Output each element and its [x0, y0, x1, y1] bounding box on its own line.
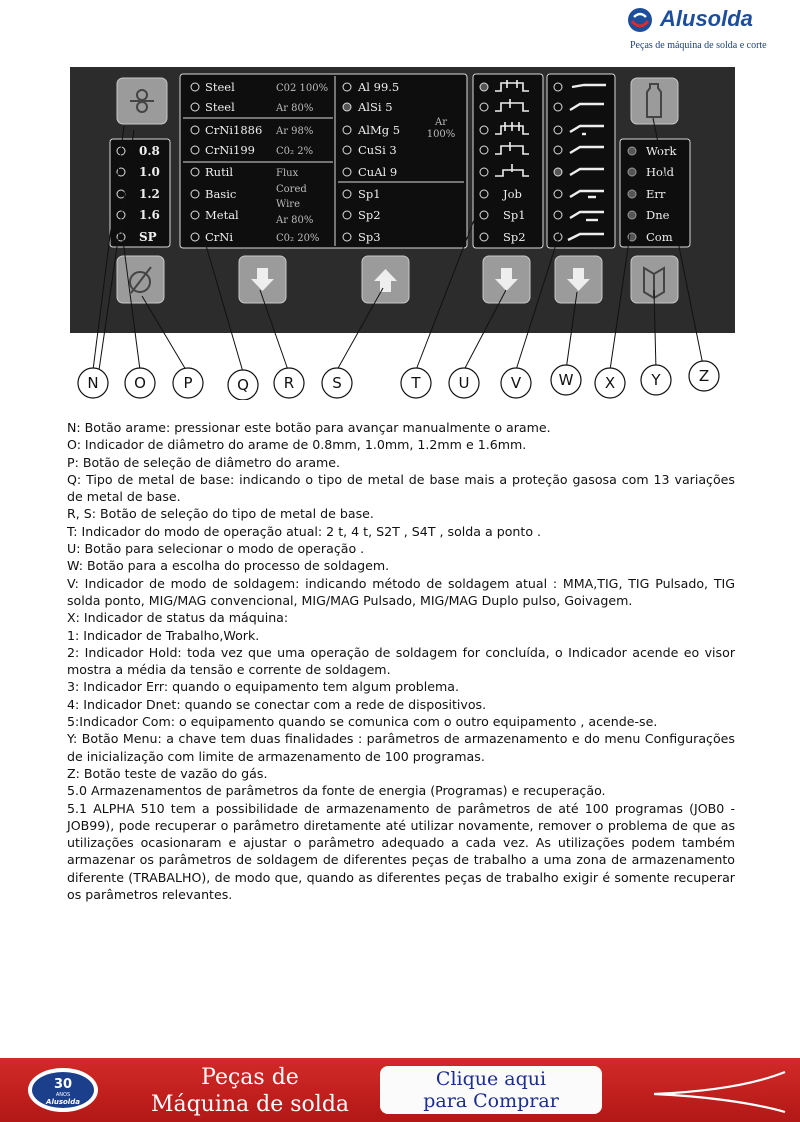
line-x2: 2: Indicador Hold: toda vez que uma operação de soldagem for concluída, o Indicador acende eo visor mostra a média da tensão e corrente de soldagem.: [67, 644, 735, 678]
callout-o: O: [134, 374, 146, 392]
callout-circles: [78, 361, 719, 400]
callout-q: Q: [237, 376, 249, 394]
line-x1: 1: Indicador de Trabalho,Work.: [67, 627, 260, 643]
diameter-sp: SP: [139, 230, 157, 244]
line-t: T: Indicador do modo de operação atual: 2 t, 4 t, S2T , S4T , solda a ponto .: [67, 523, 542, 539]
line-z: Z: Botão teste de vazão do gás.: [67, 765, 268, 781]
line-x5: 5:Indicador Com: o equipamento quando se comunica com o outro equipamento , acende-se.: [67, 714, 658, 730]
callout-p: P: [183, 374, 193, 392]
line-n: N: Botão arame: pressionar este botão para avançar manualmente o arame.: [67, 420, 551, 435]
callout-r: R: [283, 374, 295, 392]
callout-y: Y: [651, 371, 661, 389]
program-sp3: Sp3: [358, 230, 381, 244]
footer-title-line1: Peças de: [201, 1065, 299, 1090]
diameter-1-6: 1.6: [139, 208, 160, 222]
badge-sub: ANOS: [55, 1092, 71, 1098]
mode-sp2: Sp2: [503, 230, 526, 244]
status-dne: Dne: [646, 208, 670, 222]
alloy-gas-100: 100%: [426, 129, 456, 140]
callout-n: N: [87, 374, 99, 392]
metal-steel-2: Steel: [205, 100, 235, 114]
program-sp1: Sp1: [358, 187, 381, 201]
metal-metal: Metal: [205, 208, 239, 222]
brand-name: Alusolda: [660, 6, 753, 31]
alloy-al995: Al 99.5: [358, 80, 400, 94]
callout-u: U: [458, 374, 470, 392]
metal-steel-1: Steel: [205, 80, 235, 94]
control-panel-diagram: [0, 0, 800, 400]
callout-s: S: [332, 374, 342, 392]
diameter-1-0: 1.0: [139, 165, 160, 179]
status-com: Com: [646, 230, 673, 244]
description-text: [67, 419, 735, 903]
line-v: V: Indicador de modo de soldagem: indicando método de soldagem atual : MMA,TIG, TIG Pulsado, TIG solda ponto, MIG/MAG convencional, MIG/MAG Pulsado, MIG/MAG Duplo pulso, Goivagem.: [67, 575, 735, 608]
gas-cored: Cored: [276, 184, 307, 195]
status-hold: Hold: [646, 165, 674, 179]
alloy-alsi5: AlSi 5: [358, 100, 393, 114]
section-5-0: 5.0 Armazenamentos de parâmetros da fonte de energia (Programas) e recuperação.: [67, 783, 606, 799]
gas-co2-2: C0₂ 2%: [276, 146, 314, 157]
brand-tagline: Peças de máquina de solda e corte: [630, 40, 767, 51]
metal-basic: Basic: [205, 187, 237, 201]
gas-co2-20: C0₂ 20%: [276, 233, 320, 244]
metal-crni199: CrNi199: [205, 143, 255, 157]
mode-job: Job: [503, 187, 522, 201]
metal-crni1886: CrNi1886: [205, 123, 263, 137]
buy-button-line1: Clique aqui: [435, 1068, 547, 1090]
buy-button-line2: para Comprar: [423, 1090, 559, 1112]
badge-number: 30: [53, 1077, 73, 1092]
badge-brand: Alusolda: [46, 1098, 80, 1106]
callout-z: Z: [698, 367, 710, 385]
line-x4: 4: Indicador Dnet: quando se conectar com a rede de dispositivos.: [67, 696, 487, 712]
diameter-0-8: 0.8: [139, 144, 160, 158]
welding-process-box: [547, 74, 615, 248]
gas-ar80-2: Ar 80%: [276, 215, 314, 226]
line-u: U: Botão para selecionar o modo de operação .: [67, 541, 365, 557]
diameter-1-2: 1.2: [139, 187, 160, 201]
metal-rutil: Rutil: [205, 165, 234, 179]
line-p: P: Botão de seleção de diâmetro do arame.: [67, 454, 341, 470]
callout-w: W: [558, 371, 574, 389]
line-o: O: Indicador de diâmetro do arame de 0.8mm, 1.0mm, 1.2mm e 1.6mm.: [67, 437, 527, 453]
line-w: W: Botão para a escolha do processo de soldagem.: [67, 558, 390, 574]
alloy-almg5: AlMg 5: [358, 123, 401, 137]
callout-t: T: [411, 374, 421, 392]
arrow-left-icon: [640, 1066, 790, 1116]
line-rs: R, S: Botão de seleção do tipo de metal de base.: [67, 506, 374, 522]
callout-v: V: [510, 374, 522, 392]
mode-sp1: Sp1: [503, 208, 526, 222]
gas-ar80-1: Ar 80%: [276, 103, 314, 114]
line-x: X: Indicador de status da máquina:: [67, 610, 289, 626]
alloy-gas-ar: Ar: [434, 117, 448, 128]
gas-wire: Wire: [276, 199, 300, 210]
metal-crni: CrNi: [205, 230, 234, 244]
footer-title-line2: Máquina de solda: [150, 1092, 350, 1117]
status-err: Err: [646, 187, 666, 201]
callout-x: X: [604, 374, 616, 392]
gas-ar98: Ar 98%: [276, 126, 314, 137]
program-sp2: Sp2: [358, 208, 381, 222]
footer-title: [120, 1064, 380, 1118]
alloy-cual9: CuAl 9: [358, 165, 398, 179]
line-x3: 3: Indicador Err: quando o equipamento tem algum problema.: [67, 679, 459, 695]
line-q: Q: Tipo de metal de base: indicando o tipo de metal de base mais a proteção gasosa com 13 variações de metal de base.: [67, 471, 735, 505]
alloy-cusi3: CuSi 3: [358, 143, 397, 157]
gas-flux: Flux: [276, 168, 299, 179]
footer-banner[interactable]: [0, 1058, 800, 1122]
gas-co2-100: C02 100%: [276, 83, 329, 94]
anniversary-badge-icon: [26, 1066, 100, 1114]
buy-button[interactable]: [380, 1066, 602, 1114]
section-5-1: 5.1 ALPHA 510 tem a possibilidade de armazenamento de parâmetros de até 100 programas (JOB0 - JOB99), pode recuperar o parâmetro diretamente até utilizar novamente, remover o problema de que as utilizações ocasionaram e ajustar o parâmetro adequado a cada vez. As utilizações podem também armazenar os parâmetros de soldagem de diferentes peças de trabalho a uma zona de armazenamento diferente (TRABALHO), de modo que, quando as diferentes peças de trabalho exigir é somente recuperar os parâmetros relevantes.: [67, 800, 735, 903]
status-work: Work: [646, 144, 677, 158]
line-y: Y: Botão Menu: a chave tem duas finalidades : parâmetros de armazenamento e do menu Configurações de inicialização com limite de armazenamento de 100 programas.: [67, 731, 735, 764]
